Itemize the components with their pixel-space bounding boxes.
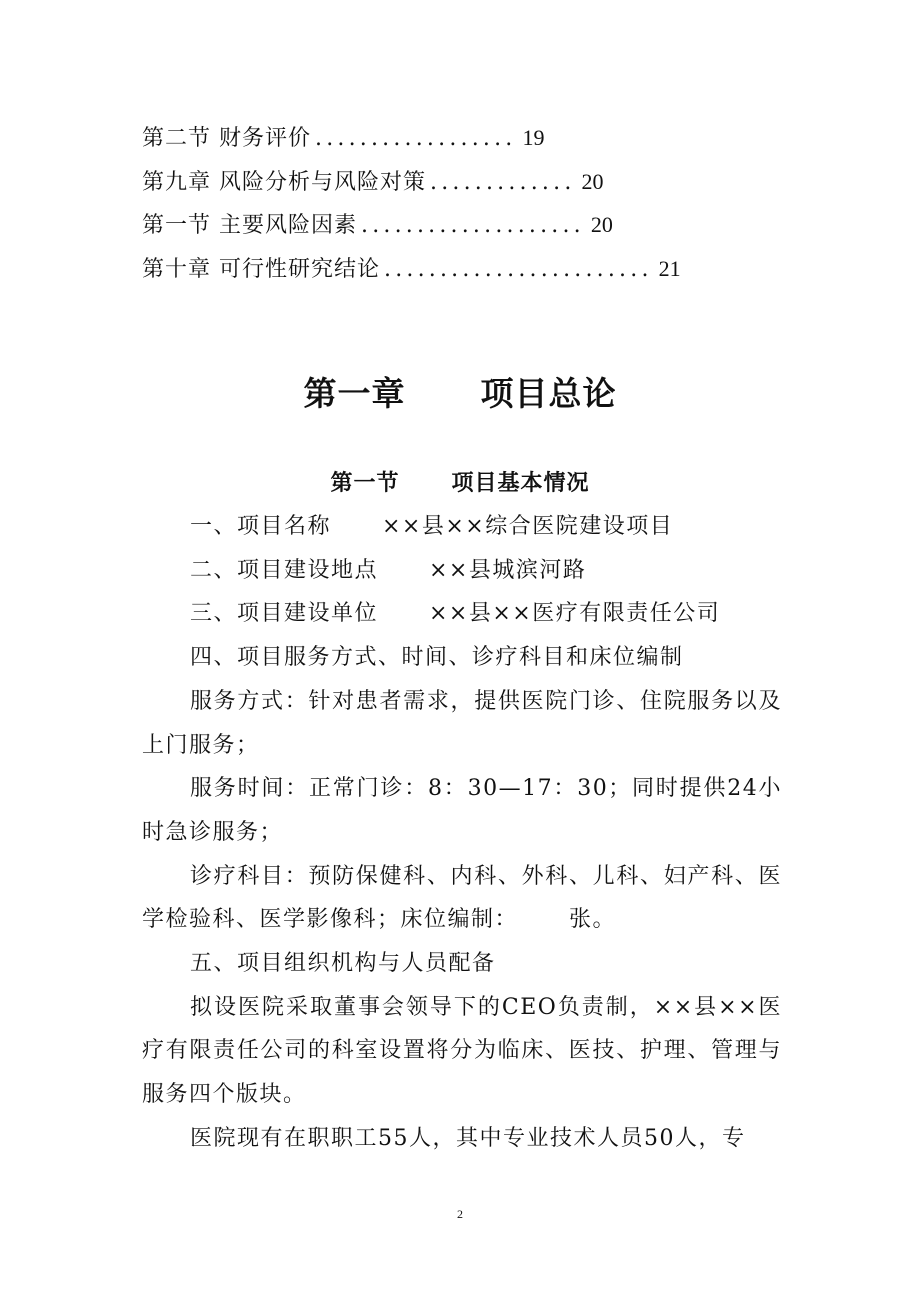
paragraph: 诊疗科目：预防保健科、内科、外科、儿科、妇产科、医学检验科、医学影像科；床位编制： 张。 (142, 863, 782, 933)
paragraph: 五、项目组织机构与人员配备 (190, 951, 496, 977)
section-title: 第一节 项目基本情况 (330, 471, 590, 496)
toc-entry-leader: ............. (430, 169, 576, 195)
toc-entry-leader: .................... (361, 213, 585, 238)
chapter-title: 第一章 项目总论 (303, 374, 617, 413)
toc-entry[interactable] (142, 118, 792, 162)
toc-entry-label: 第十章 可行性研究结论 (142, 256, 380, 282)
toc-entry-leader: ........................ (384, 256, 653, 282)
table-of-contents (142, 118, 792, 292)
toc-entry-leader: .................. (315, 126, 517, 151)
paragraph: 拟设医院采取董事会领导下的CEO负责制，××县××医疗有限责任公司的科室设置将分为临床、医技、护理、管理与服务四个版块。 (142, 994, 782, 1108)
toc-entry[interactable] (142, 205, 792, 249)
paragraph: 四、项目服务方式、时间、诊疗科目和床位编制 (190, 645, 684, 671)
paragraph: 三、项目建设单位 ××县××医疗有限责任公司 (190, 601, 721, 627)
toc-entry-label: 第一节 主要风险因素 (142, 213, 357, 238)
page-number: 2 (457, 1207, 463, 1221)
toc-entry-page: 21 (658, 255, 681, 281)
paragraph: 服务方式：针对患者需求，提供医院门诊、住院服务以及上门服务； (142, 688, 782, 758)
toc-entry-page: 19 (522, 125, 545, 150)
toc-entry-label: 第九章 风险分析与风险对策 (142, 169, 426, 195)
paragraph: 二、项目建设地点 ××县城滨河路 (190, 557, 587, 583)
paragraph: 医院现有在职职工55人，其中专业技术人员50人，专 (190, 1125, 746, 1151)
toc-entry[interactable] (142, 162, 792, 206)
toc-entry-page: 20 (590, 212, 613, 237)
paragraph: 一、项目名称 ××县××综合医院建设项目 (190, 514, 674, 539)
toc-entry-label: 第二节 财务评价 (142, 126, 311, 151)
body-text (142, 505, 782, 1161)
toc-entry[interactable] (142, 249, 792, 293)
toc-entry-page: 20 (581, 168, 604, 194)
paragraph: 服务时间：正常门诊：8：30—17：30；同时提供24小时急诊服务； (142, 776, 782, 845)
